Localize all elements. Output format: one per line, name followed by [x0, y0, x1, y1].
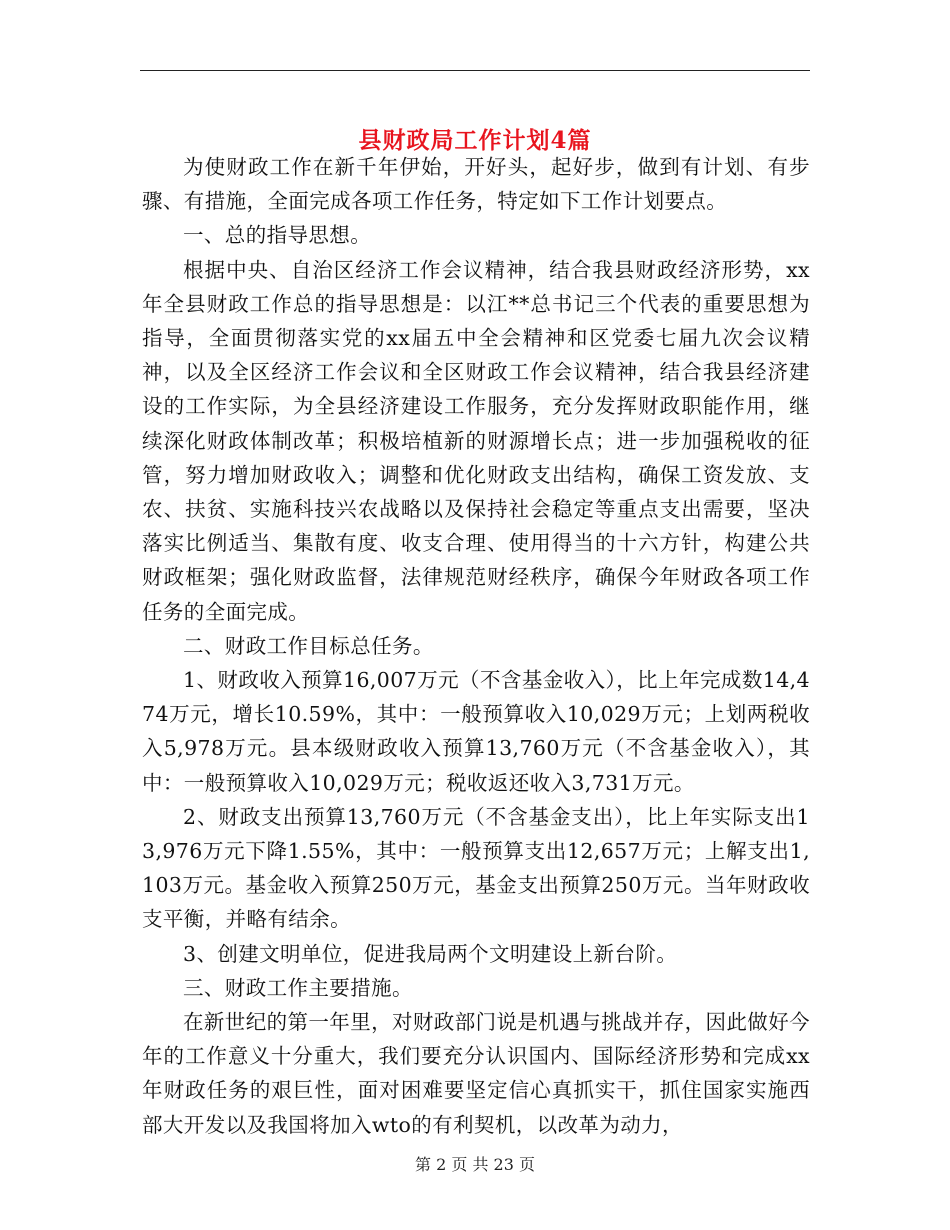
document-title: 县财政局工作计划4篇: [358, 127, 592, 155]
document-body: [142, 150, 810, 1142]
paragraph-intro: 为使财政工作在新千年伊始，开好头，起好步，做到有计划、有步骤、有措施，全面完成各项工作任务，特定如下工作计划要点。: [142, 155, 810, 214]
section-heading-guiding-thought: 一、总的指导思想。: [183, 223, 372, 248]
paragraph-expenditure-budget: 2、财政支出预算13,760万元（不含基金支出），比上年实际支出13,976万元下降1.55%，其中：一般预算支出12,657万元；上解支出1,103万元。基金收入预算250万元，基金支出预算250万元。当年财政收支平衡，并略有结余。: [142, 804, 810, 932]
paragraph-guiding-thought: 根据中央、自治区经济工作会议精神，结合我县财政经济形势，xx年全县财政工作总的指导思想是：以江**总书记三个代表的重要思想为指导，全面贯彻落实党的xx届五中全会精神和区党委七届九次会议精神，以及全区经济工作会议和全区财政工作会议精神，结合我县经济建设的工作实际，为全县经济建设工作服务，充分发挥财政职能作用，继续深化财政体制改革；积极培植新的财源增长点；进一步加强税收的征管，努力增加财政收入；调整和优化财政支出结构，确保工资发放、支农、扶贫、实施科技兴农战略以及保持社会稳定等重点支出需要，坚决落实比例适当、集散有度、收支合理、使用得当的十六方针，构建公共财政框架；强化财政监督，法律规范财经秩序，确保今年财政各项工作任务的全面完成。: [142, 257, 810, 624]
paragraph-measures: 在新世纪的第一年里，对财政部门说是机遇与挑战并存，因此做好今年的工作意义十分重大，我们要充分认识国内、国际经济形势和完成xx年财政任务的艰巨性，面对困难要坚定信心真抓实干，抓住国家实施西部大开发以及我国将加入wto的有利契机，以改革为动力，: [142, 1010, 810, 1137]
section-heading-measures: 三、财政工作主要措施。: [183, 975, 413, 1000]
page-number: 第 2 页 共 23 页: [415, 1155, 535, 1174]
header-rule: [140, 70, 810, 71]
section-heading-targets: 二、财政工作目标总任务。: [183, 633, 434, 658]
paragraph-civilized-unit: 3、创建文明单位，促进我局两个文明建设上新台阶。: [183, 941, 678, 966]
paragraph-revenue-budget: 1、财政收入预算16,007万元（不含基金收入），比上年完成数14,474万元，增长10.59%，其中：一般预算收入10,029万元；上划两税收入5,978万元。县本级财政收入预算13,760万元（不含基金收入），其中：一般预算收入10,029万元；税收返还收入3,731万元。: [142, 668, 810, 795]
